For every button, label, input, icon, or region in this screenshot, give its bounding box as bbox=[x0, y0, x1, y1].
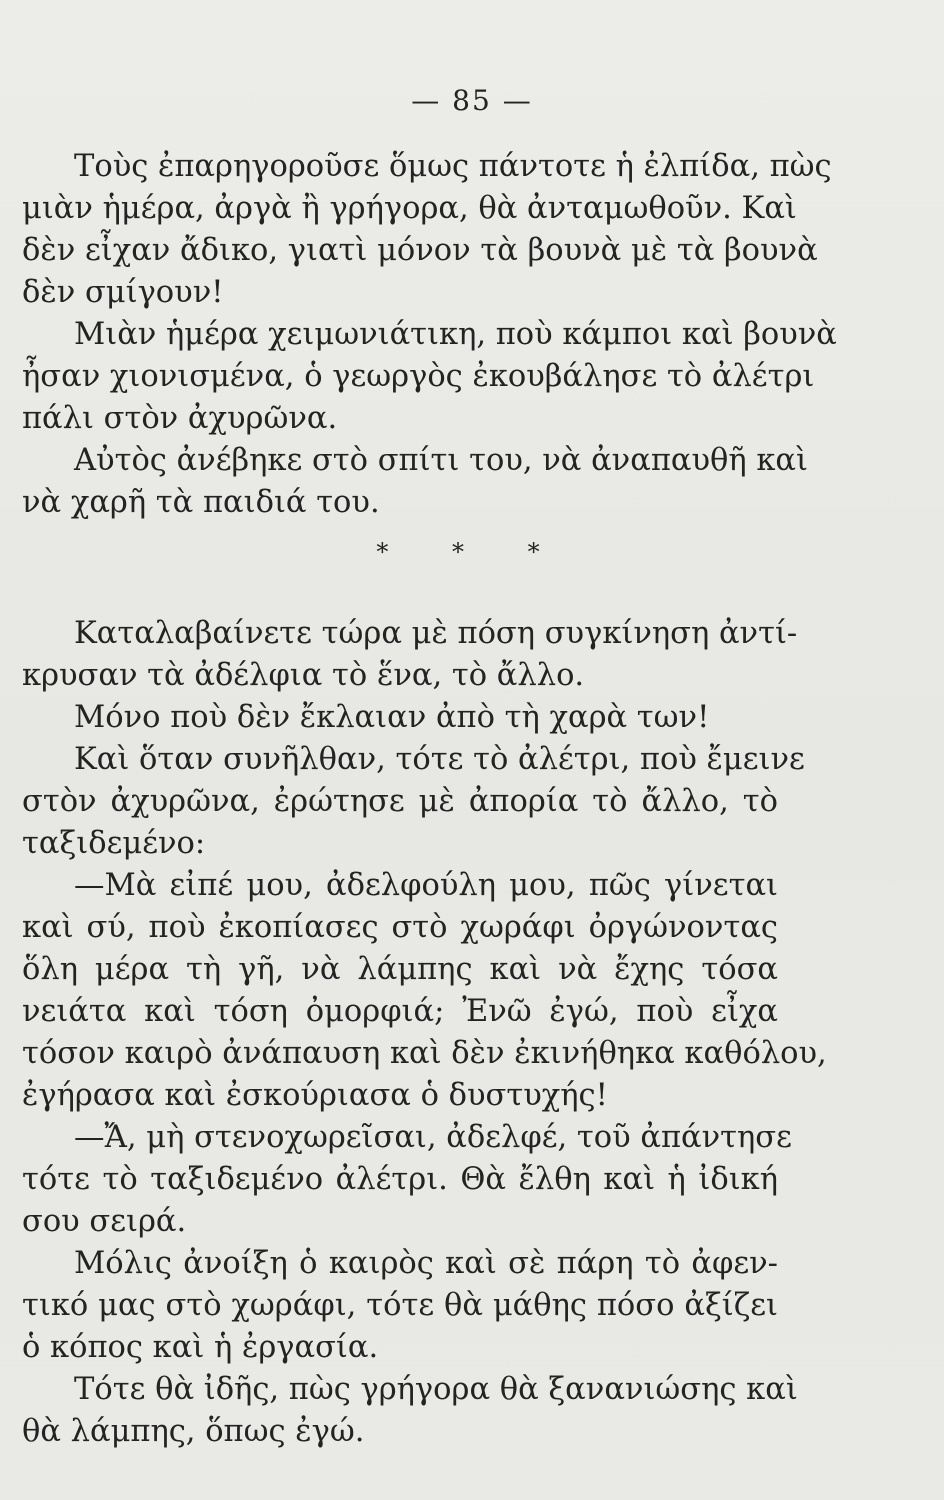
text-line: δὲν σμίγουν! bbox=[22, 275, 224, 310]
text-line: στὸν ἀχυρῶνα, ἐρώτησε μὲ ἀπορία τὸ ἄλλο, τὸ bbox=[22, 784, 778, 819]
text-line: Καταλαβαίνετε τώρα μὲ πόση συγκίνηση ἀντί- bbox=[74, 616, 798, 651]
text-line: Μόλις ἀνοίξη ὁ καιρὸς καὶ σὲ πάρη τὸ ἀφεν- bbox=[74, 1246, 778, 1281]
text-line: Μιὰν ἡμέρα χειμωνιάτικη, ποὺ κάμποι καὶ βουνὰ bbox=[74, 317, 837, 352]
text-line: κρυσαν τὰ ἀδέλφια τὸ ἕνα, τὸ ἄλλο. bbox=[22, 658, 585, 693]
text-line: μιὰν ἡμέρα, ἀργὰ ἢ γρήγορα, θὰ ἀνταμωθοῦν. Καὶ bbox=[22, 191, 797, 226]
text-line: Καὶ ὅταν συνῆλθαν, τότε τὸ ἀλέτρι, ποὺ ἔμεινε bbox=[74, 742, 805, 777]
text-line: ὁ κόπος καὶ ἡ ἐργασία. bbox=[22, 1330, 379, 1365]
text-line: —Ἄ, μὴ στενοχωρεῖσαι, ἀδελφέ, τοῦ ἀπάντησε bbox=[74, 1120, 792, 1155]
text-line: τόσον καιρὸ ἀνάπαυση καὶ δὲν ἐκινήθηκα καθόλου, bbox=[22, 1036, 827, 1071]
page-number: — 85 — bbox=[411, 84, 533, 117]
text-line: καὶ σύ, ποὺ ἐκοπίασες στὸ χωράφι ὀργώνοντας bbox=[22, 910, 778, 945]
text-line: Τοὺς ἐπαρηγοροῦσε ὅμως πάντοτε ἡ ἐλπίδα, πὼς bbox=[74, 149, 832, 184]
text-line: ὅλη μέρα τὴ γῆ, νὰ λάμπης καὶ νὰ ἔχης τόσα bbox=[22, 952, 778, 987]
text-line: σου σειρά. bbox=[22, 1204, 187, 1239]
text-line: νὰ χαρῆ τὰ παιδιά του. bbox=[22, 485, 380, 520]
text-line: νειάτα καὶ τόση ὀμορφιά; Ἐνῶ ἐγώ, ποὺ εἶχα bbox=[22, 994, 778, 1029]
text-line: Μόνο ποὺ δὲν ἔκλαιαν ἀπὸ τὴ χαρὰ των! bbox=[74, 700, 710, 735]
text-section-1 bbox=[22, 146, 837, 524]
text-line: Τότε θὰ ἰδῆς, πὼς γρήγορα θὰ ξανανιώσης καὶ bbox=[74, 1372, 798, 1407]
text-line: τότε τὸ ταξιδεμένο ἀλέτρι. Θὰ ἔλθη καὶ ἡ ἰδική bbox=[22, 1162, 778, 1197]
text-line: πάλι στὸν ἀχυρῶνα. bbox=[22, 401, 338, 436]
text-line: τικό μας στὸ χωράφι, τότε θὰ μάθης πόσο ἀξίζει bbox=[22, 1288, 778, 1323]
text-line: Αὐτὸς ἀνέβηκε στὸ σπίτι του, νὰ ἀναπαυθῆ καὶ bbox=[74, 443, 808, 478]
section-separator: * * * bbox=[376, 538, 568, 566]
text-line: δὲν εἶχαν ἄδικο, γιατὶ μόνον τὰ βουνὰ μὲ τὰ βουνὰ bbox=[22, 233, 818, 268]
text-line: θὰ λάμπης, ὅπως ἐγώ. bbox=[22, 1414, 365, 1449]
text-section-2 bbox=[22, 613, 827, 1453]
text-line: —Μὰ εἰπέ μου, ἀδελφούλη μου, πῶς γίνεται bbox=[74, 868, 778, 903]
text-line: ἦσαν χιονισμένα, ὁ γεωργὸς ἐκουβάλησε τὸ ἀλέτρι bbox=[22, 359, 815, 394]
text-line: ἐγήρασα καὶ ἐσκούριασα ὁ δυστυχής! bbox=[22, 1078, 608, 1113]
text-line: ταξιδεμένο: bbox=[22, 826, 206, 861]
